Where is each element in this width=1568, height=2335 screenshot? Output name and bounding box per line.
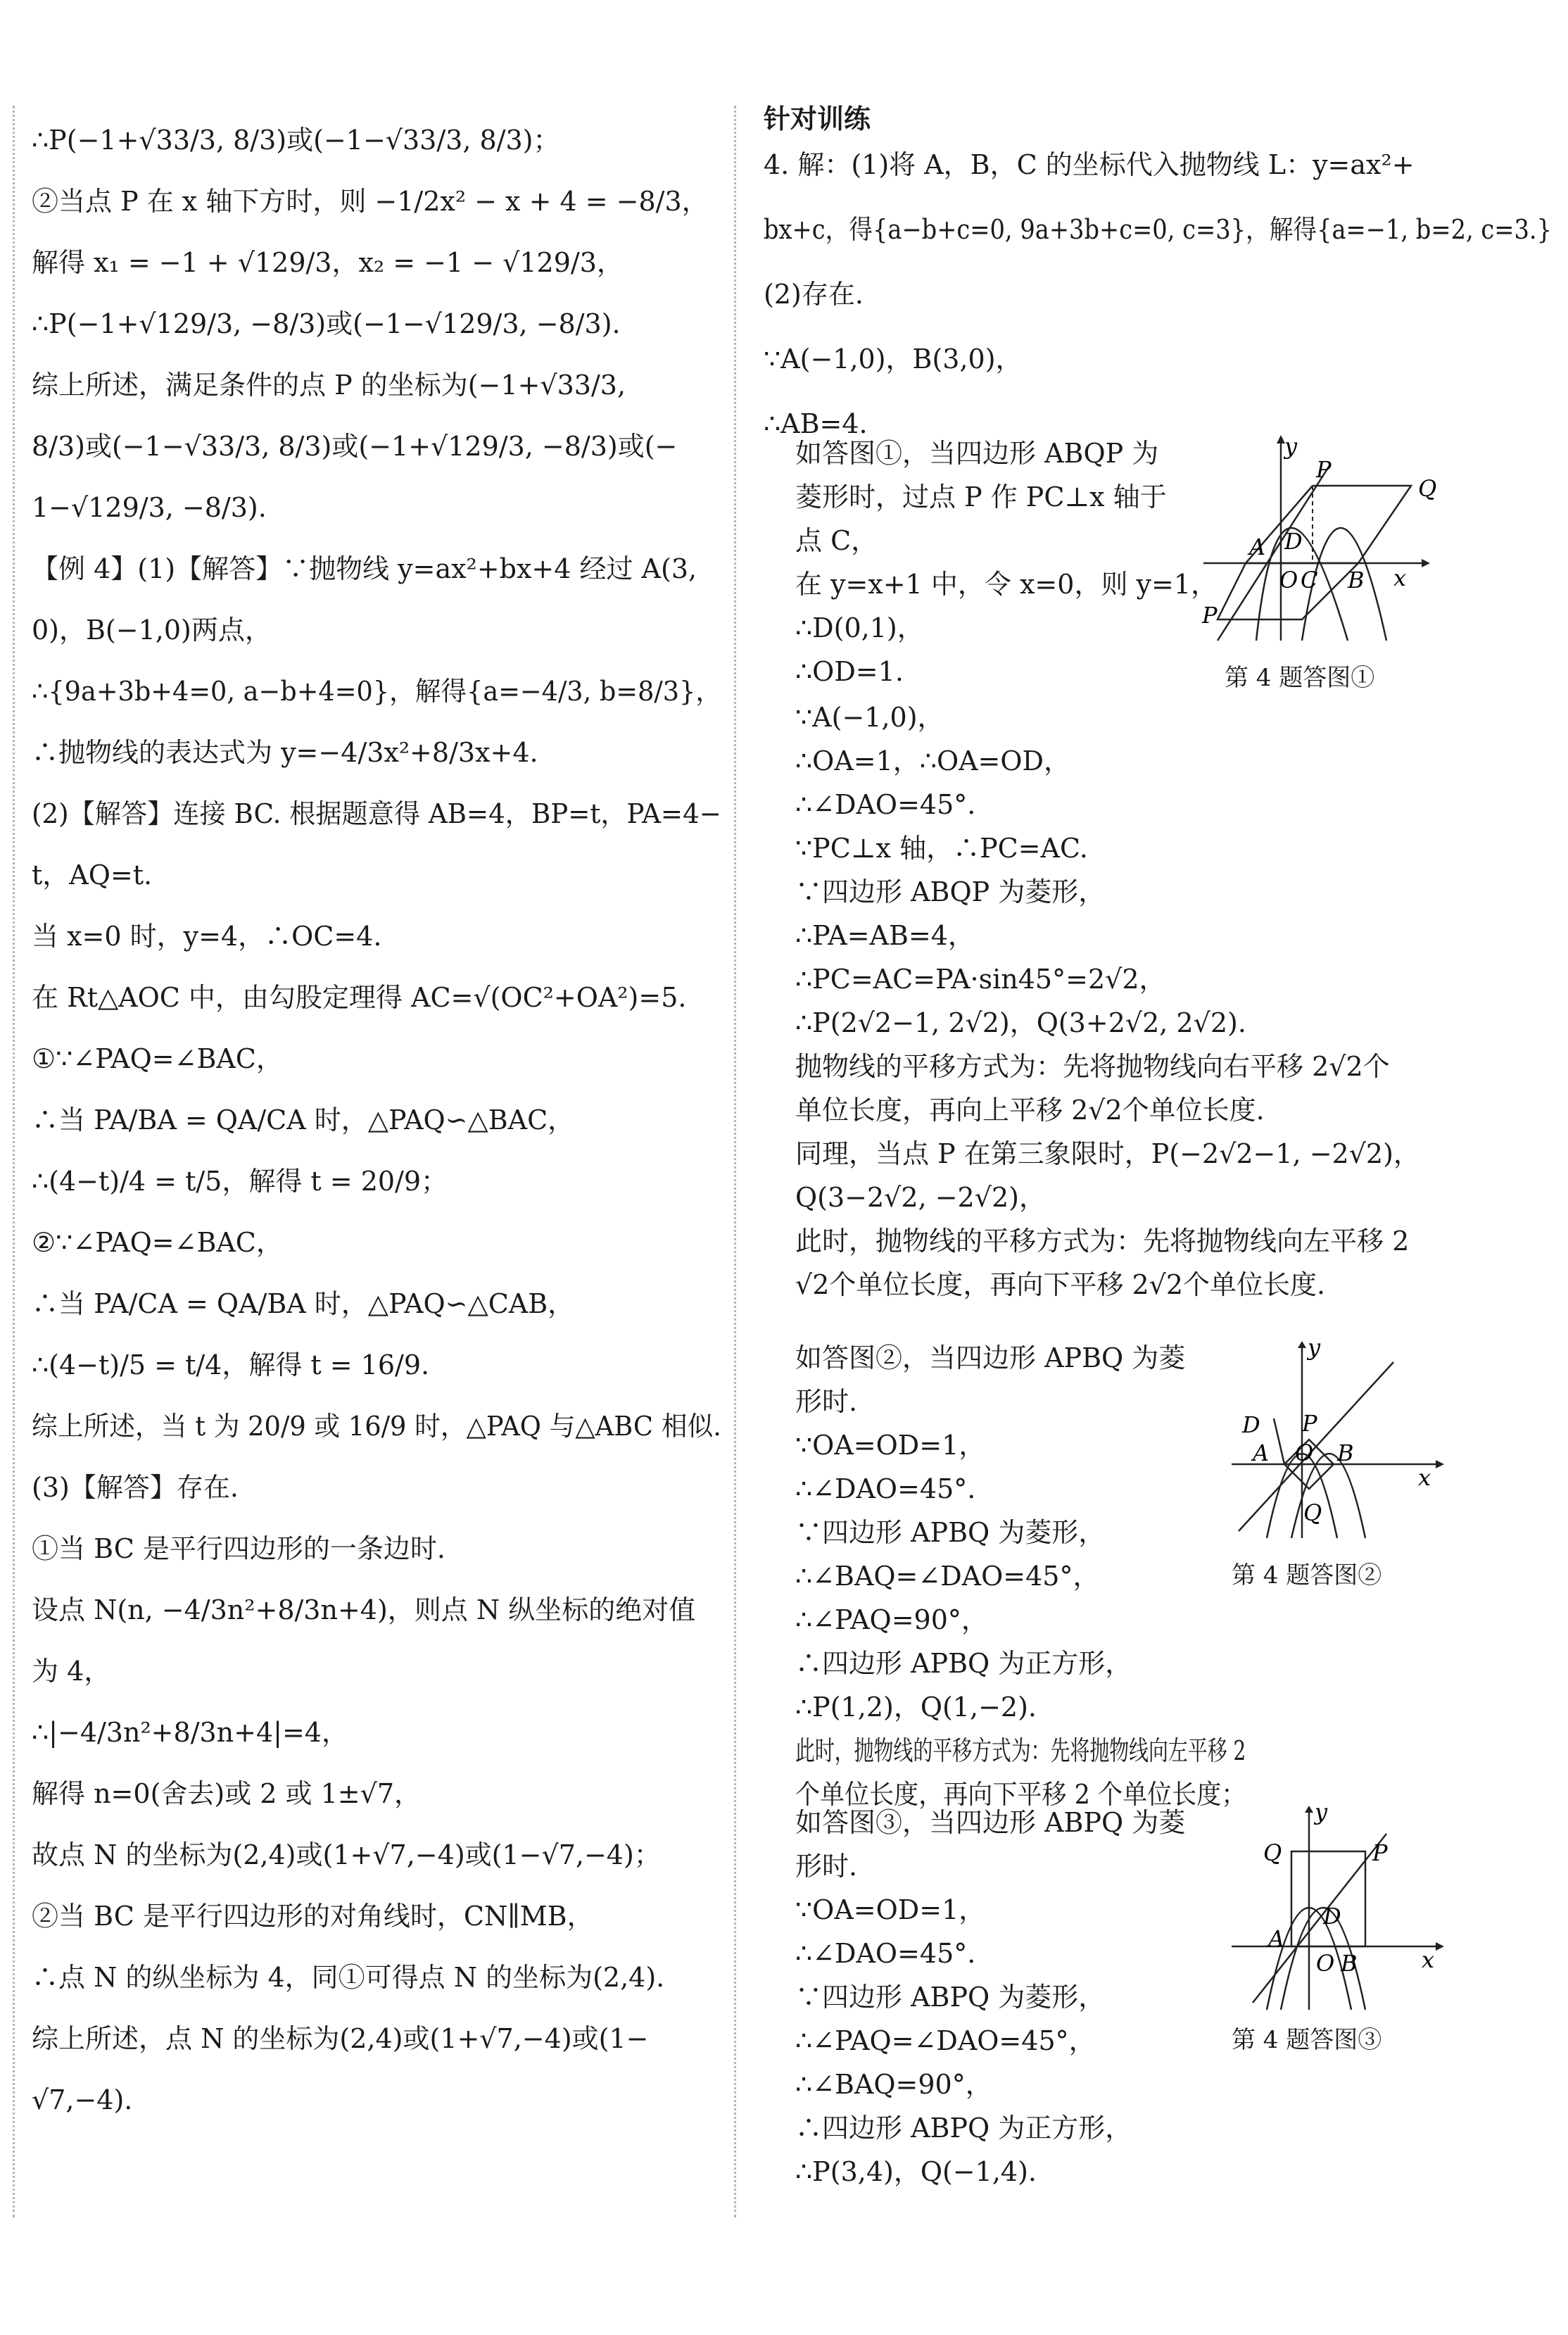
text-line: 设点 N(n, −4/3n²+8/3n+4)，则点 N 纵坐标的绝对值 [32, 1594, 696, 1625]
fig1-label: A [1249, 534, 1266, 560]
text-line: 当 x=0 时，y=4，∴OC=4. [32, 921, 382, 952]
text-line: ∴(4−t)/5 = t/4，解得 t = 16/9. [32, 1349, 430, 1380]
fig1-label: x [1393, 565, 1407, 591]
text-line: 为 4， [32, 1656, 111, 1687]
text-line: ∴D(0,1)， [795, 612, 924, 643]
text-line: 在 Rt△AOC 中，由勾股定理得 AC=√(OC²+OA²)=5. [32, 982, 687, 1013]
figure-2 [1225, 1341, 1457, 1590]
text-line: 如答图②，当四边形 APBQ 为菱 [795, 1342, 1186, 1373]
text-line: ∴∠DAO=45°. [795, 789, 976, 820]
text-line: 解得 x₁ = −1 + √129/3，x₂ = −1 − √129/3， [32, 247, 624, 278]
text-line: 综上所述，点 N 的坐标为(2,4)或(1+√7,−4)或(1− [32, 2023, 649, 2054]
text-line: ∴P(−1+√33/3, 8/3)或(−1−√33/3, 8/3)； [32, 125, 560, 156]
fig1-label: P [1316, 456, 1332, 483]
text-line: 故点 N 的坐标为(2,4)或(1+√7,−4)或(1−√7,−4)； [32, 1839, 661, 1870]
text-line: 形时. [795, 1851, 858, 1882]
text-line: 同理，当点 P 在第三象限时，P(−2√2−1, −2√2)， [795, 1138, 1420, 1169]
figure-2-caption: 第 4 题答图② [1232, 1561, 1382, 1590]
section-heading: 针对训练 [764, 103, 871, 134]
text-line: ∴OD=1. [795, 656, 904, 687]
fig3-label: D [1323, 1903, 1341, 1930]
text-line: 单位长度，再向上平移 2√2个单位长度. [795, 1095, 1265, 1126]
text-line: 个单位长度，再向下平移 2 个单位长度； [795, 1779, 1246, 1810]
text-line: ∴P(2√2−1, 2√2)，Q(3+2√2, 2√2). [795, 1007, 1246, 1038]
text-line: 0)，B(−1,0)两点， [32, 615, 272, 646]
fig3-label: B [1341, 1950, 1358, 1977]
text-line: ∵四边形 ABPQ 为菱形， [795, 1982, 1106, 2013]
text-line: ①∵∠PAQ=∠BAC， [32, 1043, 283, 1074]
figure-3-caption: 第 4 题答图③ [1232, 2026, 1382, 2054]
text-line: 综上所述，满足条件的点 P 的坐标为(−1+√33/3, [32, 370, 626, 401]
text-line: ∴∠DAO=45°. [795, 1473, 976, 1504]
fig1-label: O [1279, 567, 1298, 593]
fig2-label: Q [1303, 1499, 1322, 1526]
figure-3 [1225, 1806, 1457, 2054]
fig3-label: Q [1263, 1839, 1282, 1866]
text-line: ∵A(−1,0)，B(3,0)， [764, 344, 1023, 375]
text-line: 此时，抛物线的平移方式为：先将抛物线向左平移 2 [795, 1735, 1246, 1766]
text-line: ∵OA=OD=1， [795, 1430, 986, 1461]
figure-1 [1196, 429, 1450, 692]
figure-2-graph [1225, 1341, 1457, 1552]
text-line: 如答图③，当四边形 ABPQ 为菱 [795, 1807, 1186, 1838]
fig1-label: Q [1418, 475, 1437, 502]
text-line: ∴P(−1+√129/3, −8/3)或(−1−√129/3, −8/3). [32, 308, 621, 339]
text-line: ∴PA=AB=4， [795, 920, 975, 951]
text-line: 点 C， [795, 525, 878, 556]
fig1-label: D [1284, 528, 1303, 555]
fig3-label: A [1268, 1925, 1285, 1952]
text-line: ∴∠BAQ=90°， [795, 2069, 992, 2100]
fig3-label: O [1316, 1950, 1335, 1977]
text-line: ∴(4−t)/4 = t/5，解得 t = 20/9； [32, 1166, 448, 1197]
text-line: ∴∠DAO=45°. [795, 1938, 976, 1969]
text-line: (3)【解答】存在. [32, 1472, 239, 1503]
text-line: 解得 n=0(舍去)或 2 或 1±√7， [32, 1778, 422, 1809]
text-line: ∴{9a+3b+4=0, a−b+4=0}，解得{a=−4/3, b=8/3}， [32, 676, 722, 707]
left-edge-dotted-line [13, 106, 15, 2217]
text-line: ∴当 PA/CA = QA/BA 时，△PAQ∽△CAB， [32, 1288, 575, 1319]
text-line: 形时. [795, 1386, 858, 1417]
fig2-label: x [1418, 1464, 1431, 1491]
text-line: 在 y=x+1 中，令 x=0，则 y=1， [795, 569, 1218, 600]
text-line: ∴四边形 APBQ 为正方形， [795, 1648, 1132, 1679]
fig2-label: y [1308, 1341, 1321, 1361]
text-line: 如答图①，当四边形 ABQP 为 [795, 438, 1159, 469]
text-line: ∴抛物线的表达式为 y=−4/3x²+8/3x+4. [32, 737, 538, 768]
text-line: ∵A(−1,0)， [795, 702, 944, 733]
text-line: t，AQ=t. [32, 860, 153, 890]
text-line: Q(3−2√2, −2√2)， [795, 1182, 1046, 1213]
fig3-label: y [1315, 1806, 1328, 1825]
text-line: ∴四边形 ABPQ 为正方形， [795, 2113, 1132, 2144]
fig2-label: B [1337, 1440, 1354, 1466]
text-line: ∵四边形 ABQP 为菱形， [795, 876, 1106, 907]
text-line: ∴∠PAQ=∠DAO=45°， [795, 2025, 1096, 2056]
text-line: ∴AB=4. [764, 408, 868, 439]
fig1-label: y [1284, 433, 1298, 460]
text-line: ∴OA=1，∴OA=OD， [795, 745, 1071, 776]
text-line: ∵OA=OD=1， [795, 1894, 986, 1925]
text-line: 8/3)或(−1−√33/3, 8/3)或(−1+√129/3, −8/3)或(− [32, 431, 678, 462]
text-line: 4. 解：(1)将 A，B，C 的坐标代入抛物线 L：y=ax²+ [764, 149, 1415, 180]
text-line: ∵PC⊥x 轴，∴PC=AC. [795, 833, 1088, 864]
text-line: ①当 BC 是平行四边形的一条边时. [32, 1533, 445, 1564]
text-line: ∴P(3,4)，Q(−1,4). [795, 2156, 1037, 2187]
figure-3-graph [1225, 1806, 1457, 2017]
text-line: 综上所述，当 t 为 20/9 或 16/9 时，△PAQ 与△ABC 相似. [32, 1411, 721, 1442]
text-line: ∴|−4/3n²+8/3n+4|=4， [32, 1717, 348, 1748]
text-line: 1−√129/3, −8/3). [32, 492, 267, 523]
text-line: √7,−4). [32, 2084, 133, 2115]
text-line: (2)存在. [764, 279, 864, 310]
text-line: √2个单位长度，再向下平移 2√2个单位长度. [795, 1269, 1326, 1300]
text-line: ∴当 PA/BA = QA/CA 时，△PAQ∽△BAC， [32, 1104, 575, 1135]
text-line: ∵四边形 APBQ 为菱形， [795, 1517, 1106, 1548]
text-line: ∴P(1,2)，Q(1,−2). [795, 1692, 1037, 1723]
fig1-label: C [1301, 567, 1318, 593]
fig2-label: D [1242, 1411, 1260, 1438]
fig1-label: P [1202, 602, 1218, 629]
fig3-label: P [1372, 1839, 1388, 1866]
text-line: ∴点 N 的纵坐标为 4，同①可得点 N 的坐标为(2,4). [32, 1962, 665, 1993]
text-line: 菱形时，过点 P 作 PC⊥x 轴于 [795, 482, 1167, 512]
text-line: 【例 4】(1)【解答】∵抛物线 y=ax²+bx+4 经过 A(3, [32, 553, 697, 584]
text-line: bx+c，得{a−b+c=0, 9a+3b+c=0, c=3}，解得{a=−1, b=2, c=3.} [764, 214, 1553, 245]
fig2-label: P [1302, 1410, 1317, 1437]
text-line: 此时，抛物线的平移方式为：先将抛物线向左平移 2 [795, 1226, 1410, 1257]
text-line: ∴PC=AC=PA·sin45°=2√2， [795, 964, 1166, 995]
figure-1-graph [1196, 429, 1450, 655]
fig2-label: O [1295, 1440, 1314, 1466]
text-line: ②当 BC 是平行四边形的对角线时，CN∥MB， [32, 1901, 594, 1932]
column-divider [734, 106, 736, 2217]
text-line: ∴∠PAQ=90°， [795, 1604, 988, 1635]
fig2-label: A [1253, 1440, 1270, 1466]
text-line: (2)【解答】连接 BC. 根据题意得 AB=4，BP=t，PA=4− [32, 798, 721, 829]
text-line: ②当点 P 在 x 轴下方时，则 −1/2x² − x + 4 = −8/3， [32, 186, 709, 217]
text-line: 抛物线的平移方式为：先将抛物线向右平移 2√2个 [795, 1051, 1390, 1082]
fig1-label: B [1348, 567, 1365, 593]
figure-1-caption: 第 4 题答图① [1225, 664, 1375, 692]
text-line: ②∵∠PAQ=∠BAC， [32, 1227, 283, 1258]
text-line: ∴∠BAQ=∠DAO=45°， [795, 1561, 1100, 1592]
fig3-label: x [1422, 1946, 1435, 1973]
